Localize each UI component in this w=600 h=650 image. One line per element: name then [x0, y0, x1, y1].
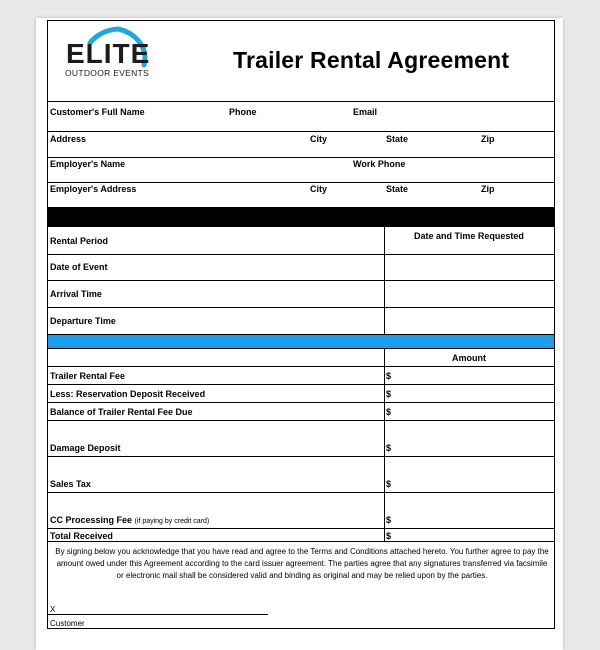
amount-header: Amount	[452, 353, 486, 363]
total-received-label: Total Received	[50, 531, 113, 541]
section-divider-blue	[48, 335, 554, 348]
currency-symbol: $	[386, 443, 392, 453]
address-label: Address	[50, 134, 87, 144]
employer-city-label: City	[310, 184, 328, 194]
arrival-time-label: Arrival Time	[50, 289, 102, 299]
currency-symbol: $	[386, 479, 392, 489]
currency-symbol: $	[386, 389, 392, 399]
employer-state-label: State	[386, 184, 409, 194]
reservation-deposit-label: Less: Reservation Deposit Received	[50, 389, 206, 399]
cc-processing-fee-note: (if paying by credit card)	[134, 518, 210, 525]
cc-processing-fee-label	[50, 515, 209, 527]
svg-text:ELITE: ELITE	[66, 38, 151, 69]
balance-due-label: Balance of Trailer Rental Fee Due	[50, 407, 193, 417]
sales-tax-label: Sales Tax	[50, 479, 91, 489]
phone-label: Phone	[229, 107, 257, 117]
city-label: City	[310, 134, 328, 144]
cc-processing-fee-text: CC Processing Fee	[50, 515, 133, 525]
currency-symbol: $	[386, 407, 392, 417]
date-of-event-label: Date of Event	[50, 262, 108, 272]
employer-zip-label: Zip	[481, 184, 495, 194]
document-title: Trailer Rental Agreement	[233, 47, 510, 73]
departure-time-label: Departure Time	[50, 316, 116, 326]
rental-period-label: Rental Period	[50, 236, 109, 246]
rental-agreement-form	[47, 20, 555, 629]
svg-text:OUTDOOR EVENTS: OUTDOOR EVENTS	[65, 68, 150, 78]
trailer-rental-fee-label: Trailer Rental Fee	[50, 371, 126, 381]
currency-symbol: $	[386, 531, 392, 541]
date-time-requested-header: Date and Time Requested	[414, 231, 524, 241]
legal-acknowledgement: By signing below you acknowledge that you have read and agree to the Terms and Conditions attached hereto. You further agree to pay the amount owed under this Agreement according to the card issuer agreement. The parties agree that any signatures transferred via facsimile or electronic mail shall be considered valid and binding as original and may be relied upon by the parties.	[55, 547, 549, 580]
work-phone-label: Work Phone	[353, 159, 406, 169]
signature-line[interactable]	[48, 614, 268, 615]
currency-symbol: $	[386, 371, 392, 381]
currency-symbol: $	[386, 515, 392, 525]
customer-name-label: Customer's Full Name	[50, 107, 145, 117]
zip-label: Zip	[481, 134, 495, 144]
elite-outdoor-events-logo	[60, 23, 180, 93]
employer-address-label: Employer's Address	[50, 184, 137, 194]
email-label: Email	[353, 107, 378, 117]
customer-signature-label: Customer	[50, 619, 85, 628]
employer-name-label: Employer's Name	[50, 159, 126, 169]
damage-deposit-label: Damage Deposit	[50, 443, 121, 453]
section-divider-black	[48, 207, 554, 227]
signature-mark: X	[50, 605, 56, 614]
state-label: State	[386, 134, 409, 144]
